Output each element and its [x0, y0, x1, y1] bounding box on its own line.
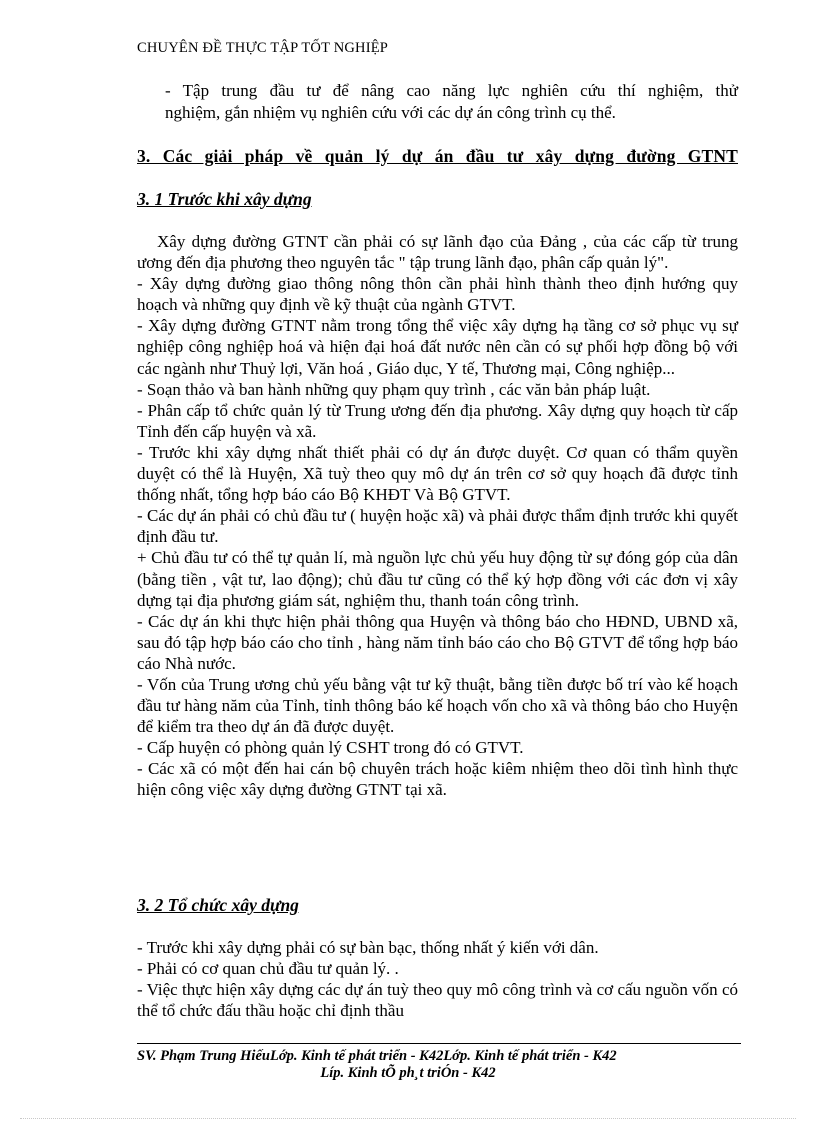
- paragraph: - Các dự án khi thực hiện phải thông qua Huyện và thông báo cho HĐND, UBND xã, sau đó tập hợp báo cáo cho tỉnh , hàng năm tỉnh báo cáo cho Bộ GTVT để tổng hợp báo cáo Nhà nước.: [137, 611, 738, 673]
- paragraph: - Xây dựng đường giao thông nông thôn cần phải hình thành theo định hướng quy hoạch và những quy định về kỹ thuật của ngành GTVT.: [137, 274, 738, 315]
- footer-class: Líp. Kinh tÕ ph¸t triÓn - K42: [320, 1065, 496, 1081]
- subsection-heading: 3. 1 Trước khi xây dựng: [137, 189, 312, 209]
- paragraph: - Vốn của Trung ương chủ yếu bằng vật tư kỹ thuật, bằng tiền được bố trí vào kế hoạch đầu tư hàng năm của Tỉnh, tỉnh thông báo kế hoạch vốn cho xã và thông báo cho Huyện để kiểm tra theo dự án đã được duyệt.: [137, 674, 738, 737]
- paragraph: - Cấp huyện có phòng quản lý CSHT trong đó có GTVT.: [137, 738, 524, 758]
- footer-divider: [137, 1043, 741, 1044]
- subsection-heading: 3. 2 Tổ chức xây dựng: [137, 895, 299, 915]
- intro-line: nghiệm, gắn nhiệm vụ nghiên cứu với các dự án công trình cụ thể.: [165, 103, 616, 122]
- page-header: CHUYÊN ĐỀ THỰC TẬP TỐT NGHIỆP: [137, 40, 389, 56]
- paragraph: - Phải có cơ quan chủ đầu tư quản lý. .: [137, 959, 399, 979]
- paragraph: - Trước khi xây dựng phải có sự bàn bạc, thống nhất ý kiến với dân.: [137, 938, 599, 957]
- paragraph: - Các dự án phải có chủ đầu tư ( huyện hoặc xã) và phải được thẩm định trước khi quyết định đầu tư.: [137, 506, 738, 547]
- section-31-body: [137, 231, 738, 801]
- paragraph: - Xây dựng đường GTNT nằm trong tổng thể việc xây dựng hạ tầng cơ sở phục vụ sự nghiệp công nghiệp hoá và hiện đại hoá đất nước nên cần có sự phối hợp đồng bộ với các ngành như Thuỷ lợi, Văn hoá , Giáo dục, Y tế, Thương mại, Công nghiệp...: [137, 316, 738, 378]
- intro-line: - Tập trung đầu tư để nâng cao năng lực nghiên cứu thí nghiệm, thử: [165, 81, 738, 100]
- paragraph: - Trước khi xây dựng nhất thiết phải có dự án được duyệt. Cơ quan có thẩm quyền duyệt có thể là Huyện, Xã tuỳ theo quy mô dự án trên cơ sở quy hoạch đã được tỉnh thống nhất, tổng hợp báo cáo Bộ KHĐT Và Bộ GTVT.: [137, 442, 738, 505]
- section-32-body: [137, 937, 738, 1021]
- paragraph: - Các xã có một đến hai cán bộ chuyên trách hoặc kiêm nhiệm theo dõi tình hình thực hiện công việc xây dựng đường GTNT tại xã.: [137, 759, 738, 800]
- paragraph: Xây dựng đường GTNT cần phải có sự lãnh đạo của Đảng , của các cấp từ trung ương đến địa phương theo nguyên tắc " tập trung lãnh đạo, phân cấp quản lý".: [137, 232, 738, 273]
- paragraph: - Việc thực hiện xây dựng các dự án tuỳ theo quy mô công trình và cơ cấu nguồn vốn có thể tổ chức đấu thầu hoặc chỉ định thầu: [137, 980, 738, 1021]
- paragraph: - Soạn thảo và ban hành những quy phạm quy trình , các văn bản pháp luật.: [137, 379, 651, 399]
- paragraph: - Phân cấp tổ chức quản lý từ Trung ương đến địa phương. Xây dựng quy hoạch từ cấp Tỉnh đến cấp huyện và xã.: [137, 400, 738, 441]
- intro-bullet: [137, 80, 738, 124]
- page-bottom-edge: [20, 1118, 796, 1119]
- paragraph: + Chủ đầu tư có thể tự quản lí, mà nguồn lực chủ yếu huy động từ sự đóng góp của dân (bằng tiền , vật tư, lao động); chủ đầu tư cũng có thể ký hợp đồng với các đơn vị xây dựng tại địa phương giám sát, nghiệm thu, thanh toán công trình.: [137, 548, 738, 610]
- section-heading: 3. Các giải pháp về quản lý dự án đầu tư xây dựng đường GTNT: [137, 146, 738, 166]
- footer-author: SV. Phạm Trung HiếuLớp. Kinh tế phát triển - K42Lớp. Kinh tế phát triển - K42: [137, 1048, 617, 1064]
